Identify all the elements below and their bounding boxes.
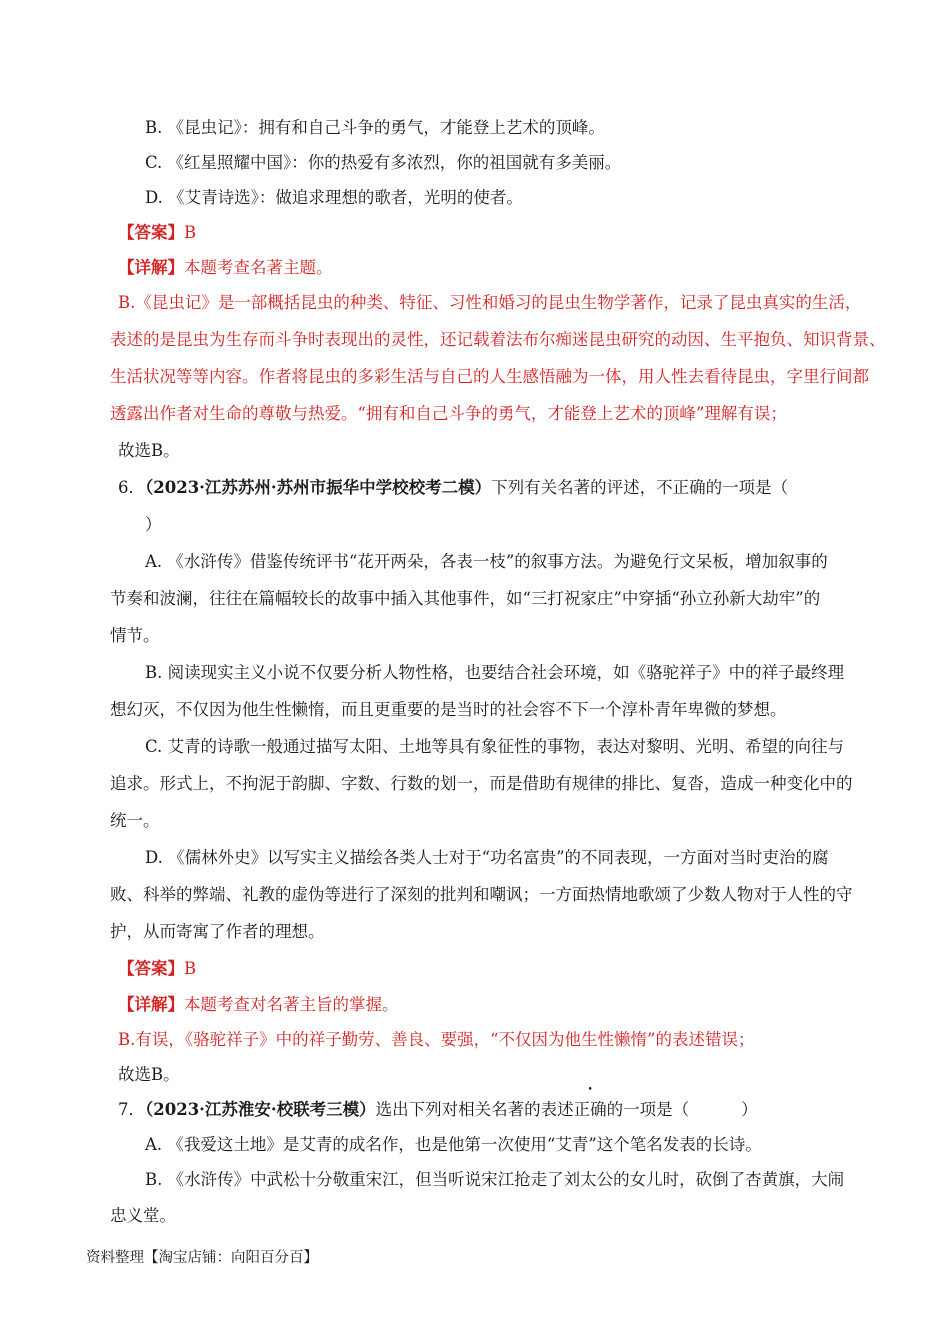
detail-text: 本题考查对名著主旨的掌握。 xyxy=(184,995,399,1014)
detail-tag: 【详解】 xyxy=(118,995,184,1014)
option-c-cont: 统一。 xyxy=(110,811,160,830)
question-stem-tail: 的一项是（ xyxy=(606,1100,690,1119)
explain-line: 生活状况等等内容。作者将昆虫的多彩生活与自己的人生感悟融为一体，用人性去看待昆虫，字里行间都 xyxy=(110,367,869,386)
option-d-cont: 败、科举的弊端、礼教的虚伪等进行了深刻的批判和嘲讽；一方面热情地歌颂了少数人物对于人性的守 xyxy=(110,885,853,904)
question-number: 6． xyxy=(118,478,145,497)
option-b-cont: 忠义堂。 xyxy=(110,1206,176,1225)
option-a-cont: 情节。 xyxy=(110,626,160,645)
answer-value: B xyxy=(184,223,197,242)
explain-line: 表述的是昆虫为生存而斗争时表现出的灵性，还记载着法布尔痴迷昆虫研究的动因、生平抱负、知识背景、 xyxy=(110,330,886,349)
answer-value: B xyxy=(184,959,197,978)
question-stem: 选出下列对相关名著的表述 xyxy=(375,1100,574,1119)
option-a-cont: 节奏和波澜，往往在篇幅较长的故事中插入其他事件，如“三打祝家庄”中穿插“孙立孙新大劫牢”的 xyxy=(110,589,821,608)
option-b-cont: 想幻灭，不仅因为他生性懒惰，而且更重要的是当时的社会容不下一个淳朴青年卑微的梦想。 xyxy=(110,700,787,719)
explain-line: B.有误，《骆驼祥子》中的祥子勤劳、善良、要强，“不仅因为他生性懒惰”的表述错误； xyxy=(118,1030,755,1049)
page-footer: 资料整理【淘宝店铺：向阳百分百】 xyxy=(86,1250,318,1266)
question-6-stem xyxy=(118,477,788,499)
option-d: D. 《儒林外史》以写实主义描绘各类人士对于“功名富贵”的不同表现，一方面对当时吏治的腐 xyxy=(145,848,829,867)
choose-line: 故选B。 xyxy=(118,1065,180,1084)
option-d: D. 《艾青诗选》：做追求理想的歌者，光明的使者。 xyxy=(145,188,523,207)
question-7-stem xyxy=(118,1099,758,1121)
question-source: （2023·江苏苏州·苏州市振华中学校校考二模） xyxy=(145,478,492,497)
answer-line xyxy=(118,222,196,244)
detail-line xyxy=(118,257,333,279)
option-b: B. 《昆虫记》：拥有和自己斗争的勇气，才能登上艺术的顶峰。 xyxy=(145,118,605,137)
question-source: （2023·江苏淮安·校联考三模） xyxy=(145,1100,376,1119)
question-6-close: ） xyxy=(145,515,162,534)
emphasis-dotted-word: 正确 xyxy=(573,1100,607,1119)
option-b: B. 阅读现实主义小说不仅要分析人物性格，也要结合社会环境，如《骆驼祥子》中的祥子最终理 xyxy=(145,663,845,682)
option-d-cont: 护，从而寄寓了作者的理想。 xyxy=(110,922,325,941)
option-b: B. 《水浒传》中武松十分敬重宋江，但当听说宋江抢走了刘太公的女儿时，砍倒了杏黄旗，大闹 xyxy=(145,1170,845,1189)
answer-tag: 【答案】 xyxy=(118,959,184,978)
detail-tag: 【详解】 xyxy=(118,258,184,277)
option-c-cont: 追求。形式上，不拘泥于韵脚、字数、行数的划一，而是借助有规律的排比、复沓，造成一种变化中的 xyxy=(110,774,853,793)
question-close: ） xyxy=(741,1100,758,1119)
question-number: 7． xyxy=(118,1100,145,1119)
question-stem: 下列有关名著的评述，不正确的一项是（ xyxy=(491,478,789,497)
choose-line: 故选B。 xyxy=(118,441,180,460)
answer-tag: 【答案】 xyxy=(118,223,184,242)
explain-line: 透露出作者对生命的尊敬与热爱。“拥有和自己斗争的勇气，才能登上艺术的顶峰”理解有误； xyxy=(110,404,787,423)
option-a: A. 《水浒传》借鉴传统评书“花开两朵，各表一枝”的叙事方法。为避免行文呆板，增加叙事的 xyxy=(145,552,828,571)
explain-line: B.《昆虫记》是一部概括昆虫的种类、特征、习性和婚习的昆虫生物学著作，记录了昆虫真实的生活， xyxy=(118,293,862,312)
option-a: A. 《我爱这土地》是艾青的成名作，也是他第一次使用“艾青”这个笔名发表的长诗。 xyxy=(145,1135,762,1154)
option-c: C. 《红星照耀中国》：你的热爱有多浓烈，你的祖国就有多美丽。 xyxy=(145,153,622,172)
answer-line xyxy=(118,958,196,980)
option-c: C. 艾青的诗歌一般通过描写太阳、土地等具有象征性的事物，表达对黎明、光明、希望的向往与 xyxy=(145,737,845,756)
detail-line xyxy=(118,994,399,1016)
detail-text: 本题考查名著主题。 xyxy=(184,258,333,277)
